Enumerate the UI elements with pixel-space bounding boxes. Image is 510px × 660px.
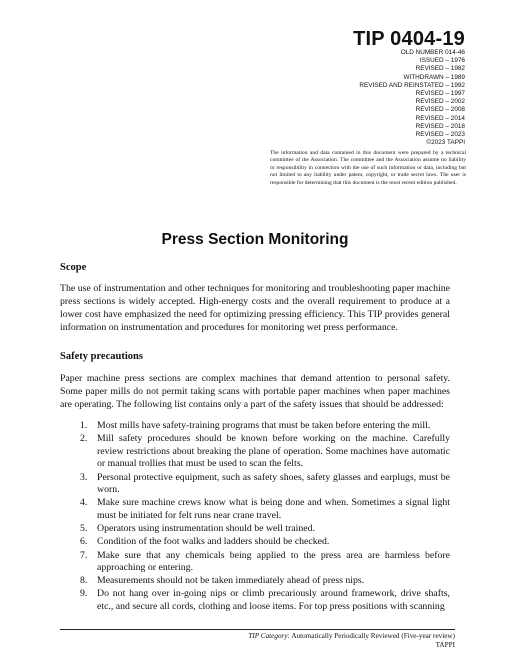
footer-org: TAPPI xyxy=(435,641,455,649)
copyright-line: ©2023 TAPPI xyxy=(426,139,465,147)
list-item-text: Make sure machine crews know what is being done and when. Sometimes a signal light must be initiated for felt runs near crane travel. xyxy=(97,497,450,521)
list-item-number: 3. xyxy=(80,471,88,483)
list-item xyxy=(80,433,450,471)
scope-paragraph: The use of instrumentation and other techniques for monitoring and troubleshooting paper machine press sections is widely accepted. High-energy costs and the overall requirement to produce at a lower cost have emphasized the need for optimizing pressing efficiency. This TIP provides general information on instrumentation and procedures for monitoring wet press performance. xyxy=(60,283,450,333)
history-line: REVISED – 2014 xyxy=(415,114,465,122)
footer-category xyxy=(248,632,455,641)
history-line: REVISED – 2018 xyxy=(415,122,465,130)
list-item-number: 5. xyxy=(80,523,88,535)
list-item-number: 4. xyxy=(80,497,88,509)
list-item-number: 1. xyxy=(80,420,88,431)
footer-category-value: Automatically Periodically Reviewed (Five-year review) xyxy=(291,632,455,640)
history-line: OLD NUMBER 014-46 xyxy=(400,49,465,56)
safety-intro-paragraph: Paper machine press sections are complex machines that demand attention to personal safety. Some paper mills do not permit taking scans with portable paper machines when paper machines are operating. The following list contains only a part of the safety issues that should be addressed: xyxy=(60,373,450,410)
list-item-text: Most mills have safety-training programs that must be taken before entering the mill. xyxy=(97,420,431,431)
list-item xyxy=(80,420,450,433)
history-line: REVISED – 1997 xyxy=(415,90,465,98)
history-line: REVISED – 2002 xyxy=(415,98,465,106)
list-item xyxy=(80,550,450,575)
history-line: WITHDRAWN – 1989 xyxy=(403,73,465,81)
safety-list xyxy=(80,420,450,614)
list-item-number: 6. xyxy=(80,536,88,548)
history-line: ISSUED – 1976 xyxy=(419,57,465,65)
list-item xyxy=(80,575,450,588)
list-item-text: Operators using instrumentation should be well trained. xyxy=(97,523,315,535)
list-item-number: 7. xyxy=(80,549,88,561)
list-item-number: 9. xyxy=(80,588,88,600)
list-item xyxy=(80,523,450,536)
list-item xyxy=(80,472,450,497)
list-item-number: 8. xyxy=(80,575,88,587)
history-line: REVISED – 2023 xyxy=(415,131,465,139)
list-item-text: Personal protective equipment, such as safety shoes, safety glasses and earplugs, must be worn. xyxy=(97,471,450,496)
tip-number: TIP 0404-19 xyxy=(353,28,465,50)
list-item-text: Condition of the foot walks and ladders should be checked. xyxy=(97,536,330,548)
list-item-text: Make sure that any chemicals being applied to the press area are harmless before approaching or entering. xyxy=(97,549,450,574)
list-item-text: Mill safety procedures should be known before working on the machine. Carefully review restrictions about breaking the plane of operation. Some machines have automatic or manual trollies that must be used to scan the felts. xyxy=(97,433,450,470)
footer-divider xyxy=(60,629,455,630)
scope-heading: Scope xyxy=(60,262,87,273)
history-line: REVISED – 2008 xyxy=(415,106,465,114)
revision-history xyxy=(359,49,465,147)
footer-category-label: TIP Category: xyxy=(248,632,290,640)
list-item xyxy=(80,588,450,613)
list-item-text: Measurements should not be taken immediately ahead of press nips. xyxy=(97,575,365,587)
history-line: REVISED – 1982 xyxy=(415,65,465,73)
history-line: REVISED AND REINSTATED – 1992 xyxy=(359,81,465,89)
list-item-text: Do not hang over in-going nips or climb precariously around framework, drive shafts, etc., and secure all cords, clothing and loose items. For top press positions with scanning xyxy=(97,588,450,613)
list-item xyxy=(80,497,450,522)
list-item-number: 2. xyxy=(80,433,88,445)
safety-heading: Safety precautions xyxy=(60,351,143,362)
list-item xyxy=(80,536,450,549)
document-title: Press Section Monitoring xyxy=(161,231,349,248)
disclaimer-text: The information and data contained in this document were prepared by a technical committee of the Association. The committee and the Association assume no liability or responsibility in connection with the use of such information or data, including but not limited to any liability under patent, copyright, or trade secret laws. The user is responsible for determining that this document is the most recent edition published. xyxy=(270,150,466,186)
